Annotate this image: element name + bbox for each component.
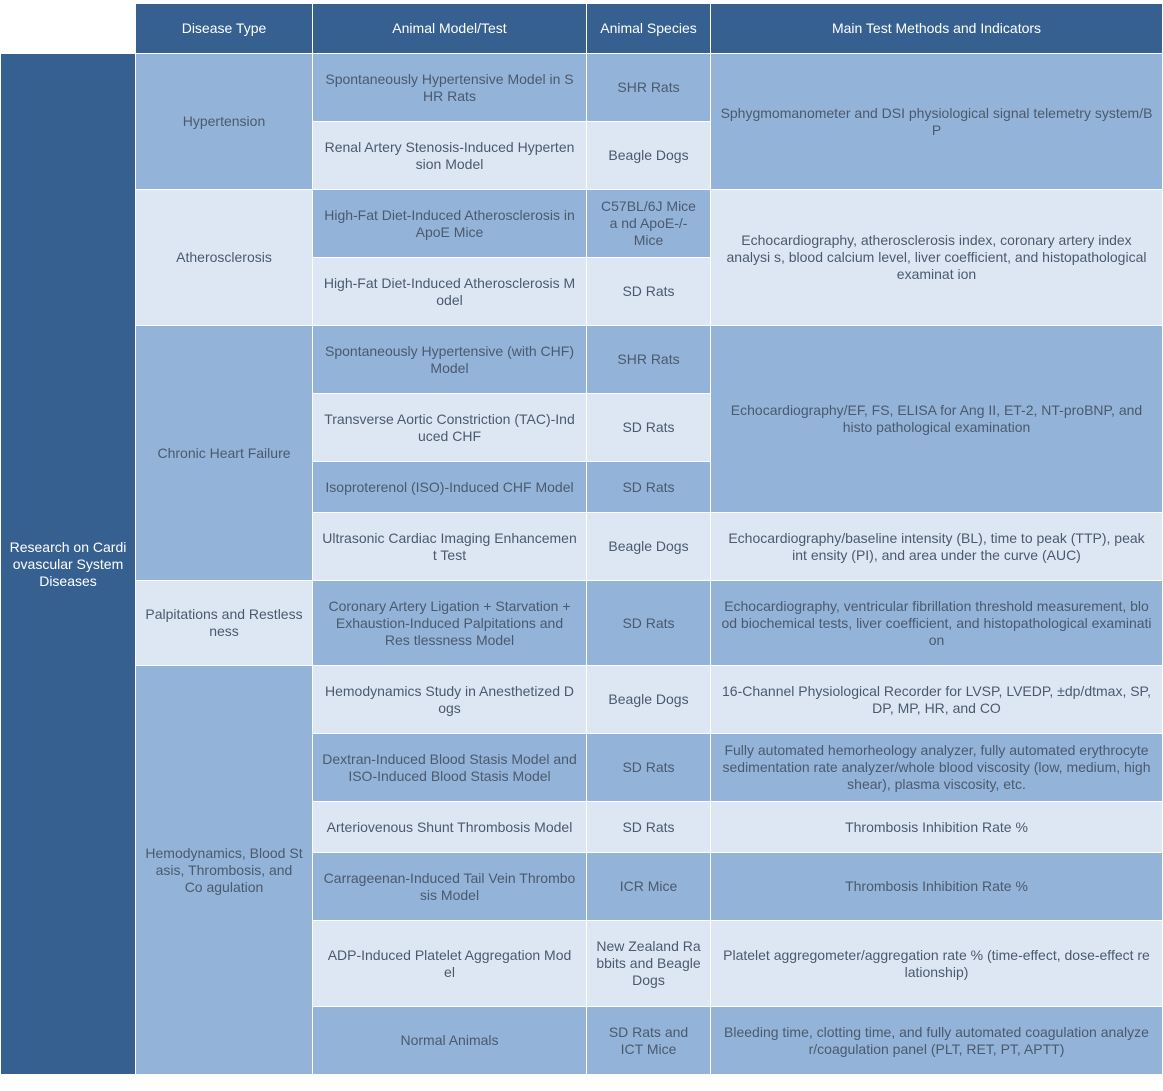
species-cell: ICR Mice bbox=[587, 853, 711, 921]
species-cell: SD Rats bbox=[587, 581, 711, 666]
methods-cell: Echocardiography/baseline intensity (BL), time to peak (TTP), peak int ensity (PI), and area under the curve (AUC) bbox=[711, 513, 1163, 581]
species-cell: SD Rats bbox=[587, 258, 711, 326]
table-row bbox=[1, 326, 1163, 394]
model-cell: Renal Artery Stenosis-Induced Hyperten sion Model bbox=[313, 122, 587, 190]
species-cell: SHR Rats bbox=[587, 326, 711, 394]
header-animal-species: Animal Species bbox=[587, 4, 711, 54]
model-cell: Transverse Aortic Constriction (TAC)-Ind uced CHF bbox=[313, 394, 587, 462]
model-cell: Carrageenan-Induced Tail Vein Thrombo sis Model bbox=[313, 853, 587, 921]
methods-cell: Fully automated hemorheology analyzer, fully automated erythrocyte sedimentation rate analyzer/whole blood viscosity (low, medium, high shear), plasma viscosity, etc. bbox=[711, 734, 1163, 802]
methods-cell: Echocardiography, ventricular fibrillation threshold measurement, blo od biochemical tests, liver coefficient, and histopathological examinati on bbox=[711, 581, 1163, 666]
methods-cell: Echocardiography, atherosclerosis index, coronary artery index analysi s, blood calcium level, liver coefficient, and histopathological examinat ion bbox=[711, 190, 1163, 326]
methods-cell: 16-Channel Physiological Recorder for LVSP, LVEDP, ±dp/dtmax, SP, DP, MP, HR, and CO bbox=[711, 666, 1163, 734]
model-cell: Arteriovenous Shunt Thrombosis Model bbox=[313, 802, 587, 853]
species-cell: SD Rats and ICT Mice bbox=[587, 1007, 711, 1075]
model-cell: Isoproterenol (ISO)-Induced CHF Model bbox=[313, 462, 587, 513]
header-animal-model: Animal Model/Test bbox=[313, 4, 587, 54]
species-cell: C57BL/6J Mice a nd ApoE-/- Mice bbox=[587, 190, 711, 258]
model-cell: ADP-Induced Platelet Aggregation Mod el bbox=[313, 921, 587, 1007]
disease-palpitations: Palpitations and Restless ness bbox=[136, 581, 313, 666]
model-cell: High-Fat Diet-Induced Atherosclerosis M odel bbox=[313, 258, 587, 326]
table-row bbox=[1, 581, 1163, 666]
disease-atherosclerosis: Atherosclerosis bbox=[136, 190, 313, 326]
species-cell: SHR Rats bbox=[587, 54, 711, 122]
methods-cell: Echocardiography/EF, FS, ELISA for Ang II, ET-2, NT-proBNP, and histo pathological examination bbox=[711, 326, 1163, 513]
model-cell: Normal Animals bbox=[313, 1007, 587, 1075]
model-cell: Dextran-Induced Blood Stasis Model and ISO-Induced Blood Stasis Model bbox=[313, 734, 587, 802]
methods-cell: Thrombosis Inhibition Rate % bbox=[711, 853, 1163, 921]
methods-cell: Bleeding time, clotting time, and fully automated coagulation analyze r/coagulation panel (PLT, RET, PT, APTT) bbox=[711, 1007, 1163, 1075]
species-cell: Beagle Dogs bbox=[587, 122, 711, 190]
category-cell: Research on Cardi ovascular System Diseases bbox=[1, 54, 136, 1075]
species-cell: Beagle Dogs bbox=[587, 666, 711, 734]
model-cell: Spontaneously Hypertensive Model in S HR Rats bbox=[313, 54, 587, 122]
species-cell: SD Rats bbox=[587, 394, 711, 462]
table-row bbox=[1, 190, 1163, 258]
species-cell: New Zealand Ra bbits and Beagle Dogs bbox=[587, 921, 711, 1007]
model-cell: Ultrasonic Cardiac Imaging Enhancemen t Test bbox=[313, 513, 587, 581]
model-cell: Spontaneously Hypertensive (with CHF) Model bbox=[313, 326, 587, 394]
methods-cell: Thrombosis Inhibition Rate % bbox=[711, 802, 1163, 853]
species-cell: SD Rats bbox=[587, 734, 711, 802]
corner-cell bbox=[1, 4, 136, 54]
disease-chf: Chronic Heart Failure bbox=[136, 326, 313, 581]
model-cell: Hemodynamics Study in Anesthetized D ogs bbox=[313, 666, 587, 734]
disease-hemodynamics: Hemodynamics, Blood St asis, Thrombosis, and Co agulation bbox=[136, 666, 313, 1075]
disease-hypertension: Hypertension bbox=[136, 54, 313, 190]
header-methods: Main Test Methods and Indicators bbox=[711, 4, 1163, 54]
species-cell: SD Rats bbox=[587, 462, 711, 513]
table-row bbox=[1, 666, 1163, 734]
species-cell: Beagle Dogs bbox=[587, 513, 711, 581]
model-cell: Coronary Artery Ligation + Starvation + Exhaustion-Induced Palpitations and Res tlessness Model bbox=[313, 581, 587, 666]
methods-cell: Platelet aggregometer/aggregation rate % (time-effect, dose-effect re lationship) bbox=[711, 921, 1163, 1007]
model-cell: High-Fat Diet-Induced Atherosclerosis in ApoE Mice bbox=[313, 190, 587, 258]
table-row bbox=[1, 54, 1163, 122]
methods-cell: Sphygmomanometer and DSI physiological signal telemetry system/B P bbox=[711, 54, 1163, 190]
disease-model-table bbox=[0, 3, 1163, 1075]
header-row bbox=[1, 4, 1163, 54]
species-cell: SD Rats bbox=[587, 802, 711, 853]
header-disease-type: Disease Type bbox=[136, 4, 313, 54]
